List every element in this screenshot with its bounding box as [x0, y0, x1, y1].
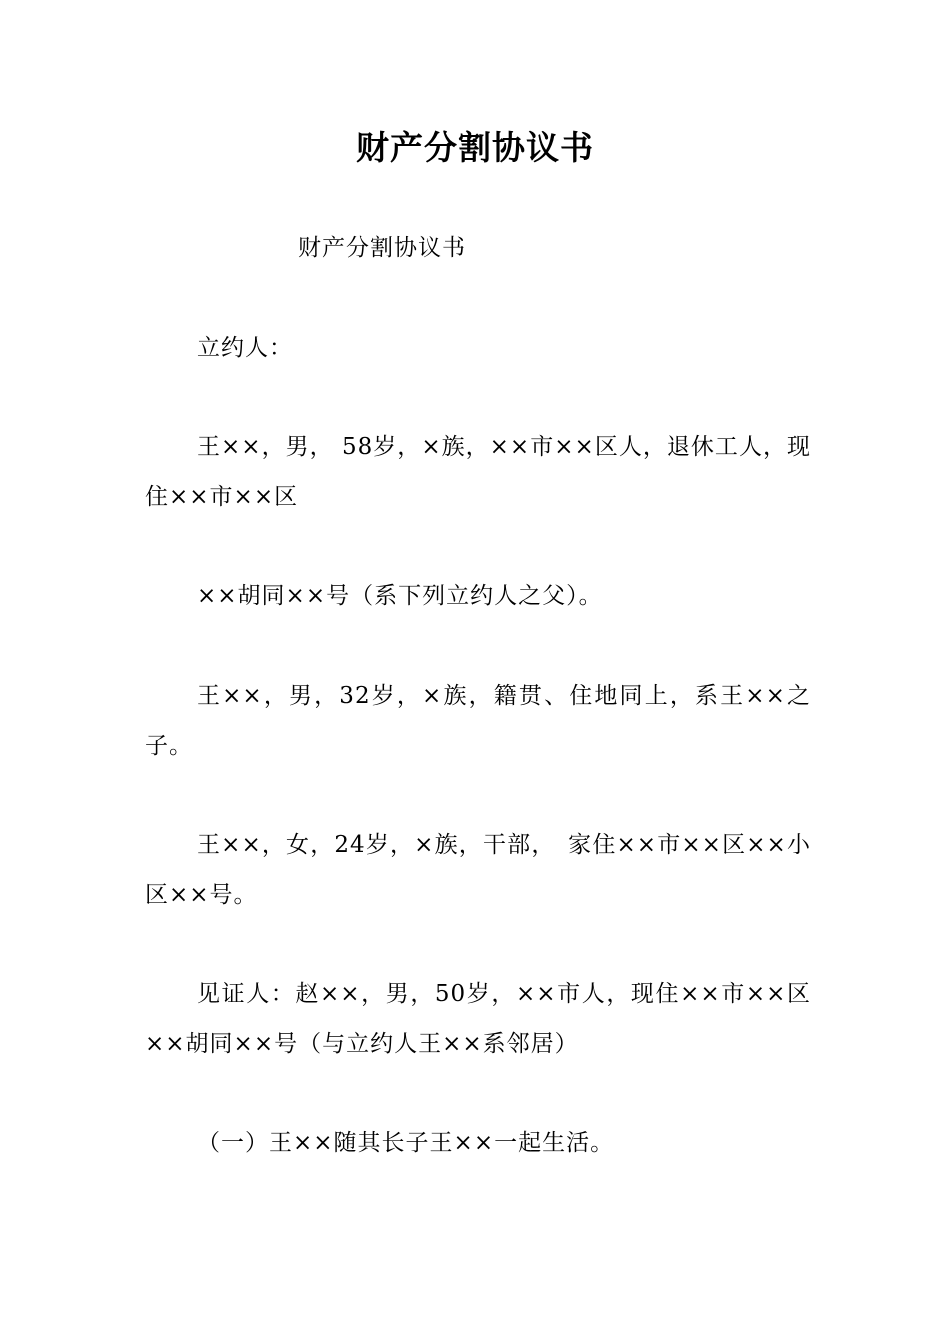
paragraph-party-son: 王××，男，32岁，×族，籍贯、住地同上，系王××之子。: [145, 683, 811, 759]
paragraph-party-daughter: 王××，女，24岁，×族，干部， 家住××市××区××小区××号。: [145, 832, 811, 908]
document-title: 财产分割协议书: [356, 128, 594, 167]
paragraph-party-father-address: ××胡同××号（系下列立约人之父）。: [197, 583, 603, 609]
document-subtitle: 财产分割协议书: [298, 235, 466, 261]
paragraph-parties-heading: 立约人：: [197, 335, 293, 361]
paragraph-clause-1: （一）王××随其长子王××一起生活。: [197, 1130, 615, 1156]
paragraph-party-father: 王××，男， 58岁，×族，××市××区人，退休工人，现住××市××区: [145, 434, 811, 510]
paragraph-witness: 见证人：赵××，男，50岁，××市人，现住××市××区××胡同××号（与立约人王××系邻居）: [145, 981, 811, 1057]
